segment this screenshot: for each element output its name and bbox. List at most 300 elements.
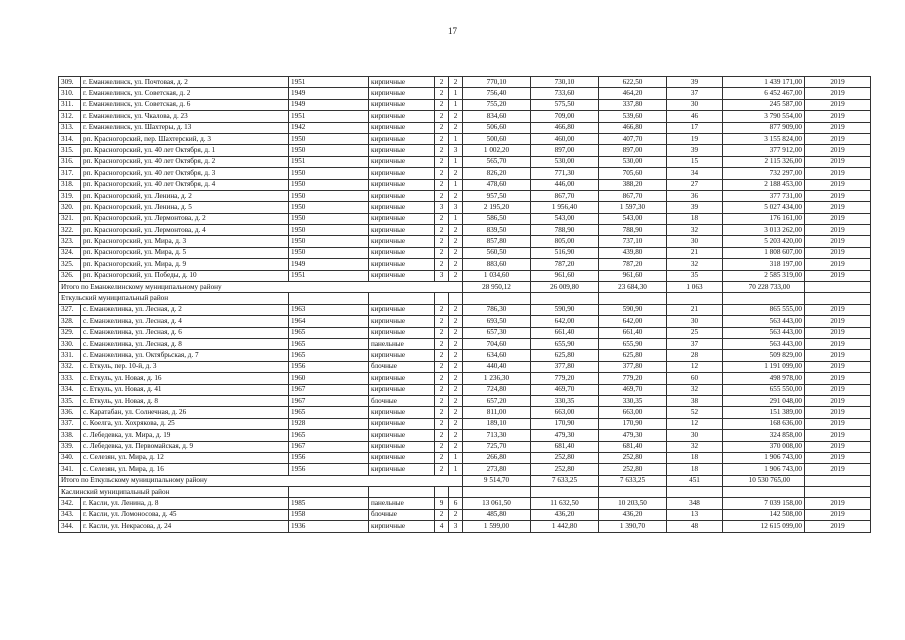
residents-count-total-cell: 1 063 [667, 282, 723, 293]
repair-cost-cell: 2 115 326,00 [723, 156, 805, 167]
address-cell: г. Касли, ул. Ломоносова, д. 45 [81, 509, 289, 520]
residents-count-cell: 13 [667, 509, 723, 520]
completion-year-cell: 2019 [805, 384, 871, 395]
completion-year-cell: 2019 [805, 418, 871, 429]
total-area-cell: 713,30 [463, 430, 531, 441]
repair-cost-cell: 509 829,00 [723, 350, 805, 361]
year-built-cell: 1936 [289, 521, 369, 532]
completion-year-cell: 2019 [805, 521, 871, 532]
address-cell: г. Еманжелинск, ул. Почтовая, д. 2 [81, 77, 289, 88]
living-area-cell: 469,70 [531, 384, 599, 395]
repair-cost-cell: 6 452 467,00 [723, 88, 805, 99]
entrances-count-cell: 2 [449, 236, 463, 247]
entrances-count-cell: 1 [449, 156, 463, 167]
row-number-cell: 337. [59, 418, 81, 429]
district-total-row [59, 475, 871, 486]
entrances-count-cell: 2 [449, 350, 463, 361]
wall-material-cell: кирпичные [369, 373, 435, 384]
entrances-count-cell: 1 [449, 133, 463, 144]
living-area-cell: 730,10 [531, 77, 599, 88]
address-cell: рп. Красногорский, ул. 40 лет Октября, д. 2 [81, 156, 289, 167]
residential-area-cell: 663,00 [599, 407, 667, 418]
floors-count-cell: 9 [435, 498, 449, 509]
wall-material-cell: кирпичные [369, 190, 435, 201]
address-cell: с. Еткуль, пер. 10-й, д. 3 [81, 361, 289, 372]
entrances-count-cell: 2 [449, 327, 463, 338]
entrances-count-cell: 1 [449, 88, 463, 99]
total-area-cell: 811,00 [463, 407, 531, 418]
row-number-cell: 333. [59, 373, 81, 384]
table-row [59, 350, 871, 361]
residential-area-cell: 705,60 [599, 168, 667, 179]
address-cell: с. Еткуль, ул. Новая, д. 8 [81, 395, 289, 406]
floors-count-cell: 2 [435, 384, 449, 395]
empty-cell [723, 487, 805, 498]
residential-area-cell: 337,80 [599, 99, 667, 110]
entrances-count-cell: 2 [449, 395, 463, 406]
residents-count-cell: 39 [667, 202, 723, 213]
total-area-cell: 724,80 [463, 384, 531, 395]
address-cell: рп. Красногорский, ул. Мира, д. 5 [81, 247, 289, 258]
floors-count-cell: 2 [435, 111, 449, 122]
year-built-cell: 1965 [289, 430, 369, 441]
completion-year-cell: 2019 [805, 350, 871, 361]
living-area-cell: 661,40 [531, 327, 599, 338]
residential-area-cell: 737,10 [599, 236, 667, 247]
wall-material-cell: кирпичные [369, 327, 435, 338]
entrances-count-cell: 3 [449, 145, 463, 156]
wall-material-cell: кирпичные [369, 88, 435, 99]
total-area-cell: 839,50 [463, 225, 531, 236]
repair-cost-cell: 245 587,00 [723, 99, 805, 110]
residents-count-cell: 18 [667, 464, 723, 475]
row-number-cell: 338. [59, 430, 81, 441]
total-area-cell: 189,10 [463, 418, 531, 429]
floors-count-cell: 3 [435, 202, 449, 213]
entrances-count-cell: 2 [449, 168, 463, 179]
empty-cell [599, 487, 667, 498]
row-number-cell: 319. [59, 190, 81, 201]
empty-cell [667, 487, 723, 498]
address-cell: г. Касли, ул. Некрасова, д. 24 [81, 521, 289, 532]
completion-year-cell: 2019 [805, 361, 871, 372]
year-built-cell: 1965 [289, 327, 369, 338]
floors-count-cell: 2 [435, 225, 449, 236]
residential-area-cell: 1 390,70 [599, 521, 667, 532]
wall-material-cell: кирпичные [369, 384, 435, 395]
residential-area-cell: 539,60 [599, 111, 667, 122]
year-built-cell: 1949 [289, 99, 369, 110]
completion-year-cell: 2019 [805, 373, 871, 384]
living-area-cell: 779,20 [531, 373, 599, 384]
table-row [59, 213, 871, 224]
residential-area-cell: 590,90 [599, 304, 667, 315]
living-area-cell: 625,80 [531, 350, 599, 361]
residential-area-cell: 469,70 [599, 384, 667, 395]
repair-cost-cell: 563 443,00 [723, 338, 805, 349]
entrances-count-cell: 1 [449, 179, 463, 190]
repair-cost-cell: 324 858,00 [723, 430, 805, 441]
living-area-cell: 466,80 [531, 122, 599, 133]
wall-material-cell: блочные [369, 395, 435, 406]
living-area-cell: 897,00 [531, 145, 599, 156]
residential-area-cell: 1 597,30 [599, 202, 667, 213]
table-row [59, 122, 871, 133]
row-number-cell: 328. [59, 316, 81, 327]
residents-count-cell: 37 [667, 88, 723, 99]
address-cell: рп. Красногорский, ул. Мира, д. 9 [81, 259, 289, 270]
residents-count-cell: 12 [667, 361, 723, 372]
residential-area-cell: 788,90 [599, 225, 667, 236]
residents-count-cell: 30 [667, 99, 723, 110]
residents-count-cell: 36 [667, 190, 723, 201]
residents-count-cell: 27 [667, 179, 723, 190]
row-number-cell: 342. [59, 498, 81, 509]
total-area-cell: 586,50 [463, 213, 531, 224]
empty-cell [289, 487, 369, 498]
completion-year-cell: 2019 [805, 464, 871, 475]
residential-area-cell: 377,80 [599, 361, 667, 372]
wall-material-cell: кирпичные [369, 213, 435, 224]
row-number-cell: 327. [59, 304, 81, 315]
wall-material-cell: кирпичные [369, 145, 435, 156]
wall-material-cell: блочные [369, 509, 435, 520]
floors-count-cell: 2 [435, 509, 449, 520]
residential-area-cell: 779,20 [599, 373, 667, 384]
residents-count-cell: 17 [667, 122, 723, 133]
table-row [59, 133, 871, 144]
address-cell: с. Еткуль, ул. Новая, д. 41 [81, 384, 289, 395]
address-cell: рп. Красногорский, ул. 40 лет Октября, д. 1 [81, 145, 289, 156]
floors-count-cell: 2 [435, 122, 449, 133]
table-row [59, 304, 871, 315]
wall-material-cell: кирпичные [369, 418, 435, 429]
empty-cell [805, 282, 871, 293]
total-area-total-cell: 9 514,70 [463, 475, 531, 486]
residential-area-cell: 252,80 [599, 464, 667, 475]
entrances-count-cell: 1 [449, 99, 463, 110]
total-area-cell: 565,70 [463, 156, 531, 167]
total-area-cell: 273,80 [463, 464, 531, 475]
living-area-cell: 252,80 [531, 452, 599, 463]
completion-year-cell: 2019 [805, 202, 871, 213]
floors-count-cell: 2 [435, 77, 449, 88]
row-number-cell: 317. [59, 168, 81, 179]
repair-cost-cell: 1 808 607,00 [723, 247, 805, 258]
wall-material-cell: кирпичные [369, 464, 435, 475]
total-area-cell: 957,50 [463, 190, 531, 201]
wall-material-cell: кирпичные [369, 316, 435, 327]
residents-count-total-cell: 451 [667, 475, 723, 486]
living-area-cell: 516,90 [531, 247, 599, 258]
year-built-cell: 1956 [289, 361, 369, 372]
address-cell: рп. Красногорский, пер. Шахтерский, д. 3 [81, 133, 289, 144]
residential-area-cell: 479,30 [599, 430, 667, 441]
empty-cell [289, 293, 369, 304]
table-row [59, 395, 871, 406]
row-number-cell: 336. [59, 407, 81, 418]
table-row [59, 270, 871, 281]
row-number-cell: 344. [59, 521, 81, 532]
entrances-count-cell: 1 [449, 213, 463, 224]
table-row [59, 190, 871, 201]
wall-material-cell: кирпичные [369, 304, 435, 315]
year-built-cell: 1964 [289, 316, 369, 327]
table-row [59, 407, 871, 418]
living-area-cell: 479,30 [531, 430, 599, 441]
living-area-cell: 771,30 [531, 168, 599, 179]
entrances-count-cell: 2 [449, 122, 463, 133]
wall-material-cell: кирпичные [369, 133, 435, 144]
empty-cell [435, 487, 449, 498]
total-area-cell: 657,30 [463, 327, 531, 338]
address-cell: с. Каратабан, ул. Солнечная, д. 26 [81, 407, 289, 418]
repair-cost-cell: 498 978,00 [723, 373, 805, 384]
entrances-count-cell: 2 [449, 430, 463, 441]
address-cell: рп. Красногорский, ул. 40 лет Октября, д. 3 [81, 168, 289, 179]
floors-count-cell: 2 [435, 441, 449, 452]
address-cell: с. Еманжелинка, ул. Лесная, д. 4 [81, 316, 289, 327]
entrances-count-cell: 2 [449, 361, 463, 372]
entrances-count-cell: 2 [449, 247, 463, 258]
entrances-count-cell: 2 [449, 338, 463, 349]
empty-cell [449, 293, 463, 304]
wall-material-cell: кирпичные [369, 122, 435, 133]
residential-area-cell: 681,40 [599, 441, 667, 452]
table-row [59, 88, 871, 99]
wall-material-cell: кирпичные [369, 156, 435, 167]
year-built-cell: 1951 [289, 156, 369, 167]
wall-material-cell: кирпичные [369, 111, 435, 122]
row-number-cell: 339. [59, 441, 81, 452]
floors-count-cell: 2 [435, 373, 449, 384]
repair-cost-cell: 5 027 434,00 [723, 202, 805, 213]
year-built-cell: 1985 [289, 498, 369, 509]
table-row [59, 509, 871, 520]
address-cell: с. Лебедевка, ул. Первомайская, д. 9 [81, 441, 289, 452]
residential-area-cell: 867,70 [599, 190, 667, 201]
table-row [59, 259, 871, 270]
row-number-cell: 323. [59, 236, 81, 247]
floors-count-cell: 2 [435, 452, 449, 463]
address-cell: рп. Красногорский, ул. Ленина, д. 2 [81, 190, 289, 201]
entrances-count-cell: 2 [449, 418, 463, 429]
district-total-label: Итого по Еманжелинскому муниципальному району [59, 282, 463, 293]
empty-cell [805, 293, 871, 304]
floors-count-cell: 2 [435, 407, 449, 418]
address-cell: с. Лебедевка, ул. Мира, д. 19 [81, 430, 289, 441]
address-cell: г. Еманжелинск, ул. Шахтеры, д. 13 [81, 122, 289, 133]
completion-year-cell: 2019 [805, 122, 871, 133]
empty-cell [667, 293, 723, 304]
empty-cell [369, 487, 435, 498]
row-number-cell: 340. [59, 452, 81, 463]
residential-area-cell: 407,70 [599, 133, 667, 144]
address-cell: с. Коелга, ул. Хохрякова, д. 25 [81, 418, 289, 429]
residents-count-cell: 48 [667, 521, 723, 532]
row-number-cell: 318. [59, 179, 81, 190]
empty-cell [449, 487, 463, 498]
living-area-cell: 805,00 [531, 236, 599, 247]
housing-register-table [58, 76, 871, 533]
entrances-count-cell: 2 [449, 111, 463, 122]
completion-year-cell: 2019 [805, 270, 871, 281]
residential-area-cell: 10 203,50 [599, 498, 667, 509]
living-area-cell: 787,20 [531, 259, 599, 270]
table-row [59, 156, 871, 167]
living-area-cell: 543,00 [531, 213, 599, 224]
residential-area-cell: 436,20 [599, 509, 667, 520]
total-area-cell: 755,20 [463, 99, 531, 110]
empty-cell [463, 293, 531, 304]
year-built-cell: 1942 [289, 122, 369, 133]
completion-year-cell: 2019 [805, 316, 871, 327]
empty-cell [531, 487, 599, 498]
table-row [59, 236, 871, 247]
residents-count-cell: 28 [667, 350, 723, 361]
residential-area-total-cell: 7 633,25 [599, 475, 667, 486]
entrances-count-cell: 2 [449, 509, 463, 520]
floors-count-cell: 2 [435, 316, 449, 327]
address-cell: г. Еманжелинск, ул. Советская, д. 2 [81, 88, 289, 99]
residents-count-cell: 30 [667, 430, 723, 441]
row-number-cell: 309. [59, 77, 81, 88]
year-built-cell: 1950 [289, 133, 369, 144]
repair-cost-cell: 151 389,00 [723, 407, 805, 418]
completion-year-cell: 2019 [805, 88, 871, 99]
total-area-cell: 883,60 [463, 259, 531, 270]
table-row [59, 498, 871, 509]
living-area-total-cell: 7 633,25 [531, 475, 599, 486]
residents-count-cell: 46 [667, 111, 723, 122]
wall-material-cell: кирпичные [369, 407, 435, 418]
floors-count-cell: 2 [435, 145, 449, 156]
table-row [59, 316, 871, 327]
completion-year-cell: 2019 [805, 430, 871, 441]
residents-count-cell: 30 [667, 236, 723, 247]
entrances-count-cell: 2 [449, 384, 463, 395]
district-section-label: Каслинский муниципальный район [59, 487, 289, 498]
year-built-cell: 1956 [289, 452, 369, 463]
entrances-count-cell: 2 [449, 77, 463, 88]
completion-year-cell: 2019 [805, 133, 871, 144]
table-row [59, 145, 871, 156]
row-number-cell: 315. [59, 145, 81, 156]
repair-cost-cell: 2 188 453,00 [723, 179, 805, 190]
living-area-cell: 788,90 [531, 225, 599, 236]
living-area-cell: 530,00 [531, 156, 599, 167]
wall-material-cell: кирпичные [369, 236, 435, 247]
residential-area-cell: 642,00 [599, 316, 667, 327]
residential-area-cell: 439,80 [599, 247, 667, 258]
entrances-count-cell: 2 [449, 270, 463, 281]
wall-material-cell: кирпичные [369, 99, 435, 110]
total-area-cell: 500,60 [463, 133, 531, 144]
entrances-count-cell: 6 [449, 498, 463, 509]
row-number-cell: 312. [59, 111, 81, 122]
table-row [59, 111, 871, 122]
year-built-cell: 1967 [289, 384, 369, 395]
year-built-cell: 1965 [289, 338, 369, 349]
floors-count-cell: 2 [435, 327, 449, 338]
residents-count-cell: 32 [667, 259, 723, 270]
floors-count-cell: 2 [435, 430, 449, 441]
completion-year-cell: 2019 [805, 111, 871, 122]
total-area-cell: 657,20 [463, 395, 531, 406]
completion-year-cell: 2019 [805, 168, 871, 179]
residents-count-cell: 25 [667, 327, 723, 338]
wall-material-cell: панельные [369, 338, 435, 349]
table-row [59, 202, 871, 213]
year-built-cell: 1950 [289, 168, 369, 179]
living-area-cell: 252,80 [531, 464, 599, 475]
repair-cost-cell: 2 585 319,00 [723, 270, 805, 281]
living-area-cell: 1 442,80 [531, 521, 599, 532]
completion-year-cell: 2019 [805, 77, 871, 88]
repair-cost-cell: 3 790 554,00 [723, 111, 805, 122]
repair-cost-cell: 377 912,00 [723, 145, 805, 156]
entrances-count-cell: 2 [449, 225, 463, 236]
living-area-cell: 681,40 [531, 441, 599, 452]
total-area-cell: 506,60 [463, 122, 531, 133]
repair-cost-cell: 318 197,00 [723, 259, 805, 270]
completion-year-cell: 2019 [805, 225, 871, 236]
completion-year-cell: 2019 [805, 99, 871, 110]
row-number-cell: 335. [59, 395, 81, 406]
year-built-cell: 1950 [289, 145, 369, 156]
residents-count-cell: 39 [667, 145, 723, 156]
repair-cost-cell: 7 039 158,00 [723, 498, 805, 509]
address-cell: с. Селезян, ул. Мира, д. 16 [81, 464, 289, 475]
table-row [59, 441, 871, 452]
residential-area-cell: 543,00 [599, 213, 667, 224]
wall-material-cell: кирпичные [369, 77, 435, 88]
residents-count-cell: 15 [667, 156, 723, 167]
residents-count-cell: 37 [667, 338, 723, 349]
table-row [59, 327, 871, 338]
address-cell: с. Селезян, ул. Мира, д. 12 [81, 452, 289, 463]
table-row [59, 179, 871, 190]
total-area-cell: 440,40 [463, 361, 531, 372]
completion-year-cell: 2019 [805, 247, 871, 258]
floors-count-cell: 2 [435, 361, 449, 372]
residential-area-cell: 466,80 [599, 122, 667, 133]
year-built-cell: 1967 [289, 441, 369, 452]
total-area-cell: 13 061,50 [463, 498, 531, 509]
total-area-cell: 266,80 [463, 452, 531, 463]
floors-count-cell: 3 [435, 270, 449, 281]
year-built-cell: 1949 [289, 88, 369, 99]
year-built-cell: 1950 [289, 179, 369, 190]
living-area-cell: 575,50 [531, 99, 599, 110]
repair-cost-cell: 732 297,00 [723, 168, 805, 179]
table-row [59, 452, 871, 463]
floors-count-cell: 2 [435, 259, 449, 270]
table-row [59, 247, 871, 258]
total-area-cell: 1 236,30 [463, 373, 531, 384]
residents-count-cell: 19 [667, 133, 723, 144]
total-area-cell: 826,20 [463, 168, 531, 179]
repair-cost-cell: 370 008,00 [723, 441, 805, 452]
completion-year-cell: 2019 [805, 304, 871, 315]
wall-material-cell: кирпичные [369, 168, 435, 179]
address-cell: с. Еманжелинка, ул. Лесная, д. 6 [81, 327, 289, 338]
empty-cell [369, 293, 435, 304]
year-built-cell: 1960 [289, 373, 369, 384]
repair-cost-cell: 865 555,00 [723, 304, 805, 315]
repair-cost-cell: 291 048,00 [723, 395, 805, 406]
year-built-cell: 1928 [289, 418, 369, 429]
